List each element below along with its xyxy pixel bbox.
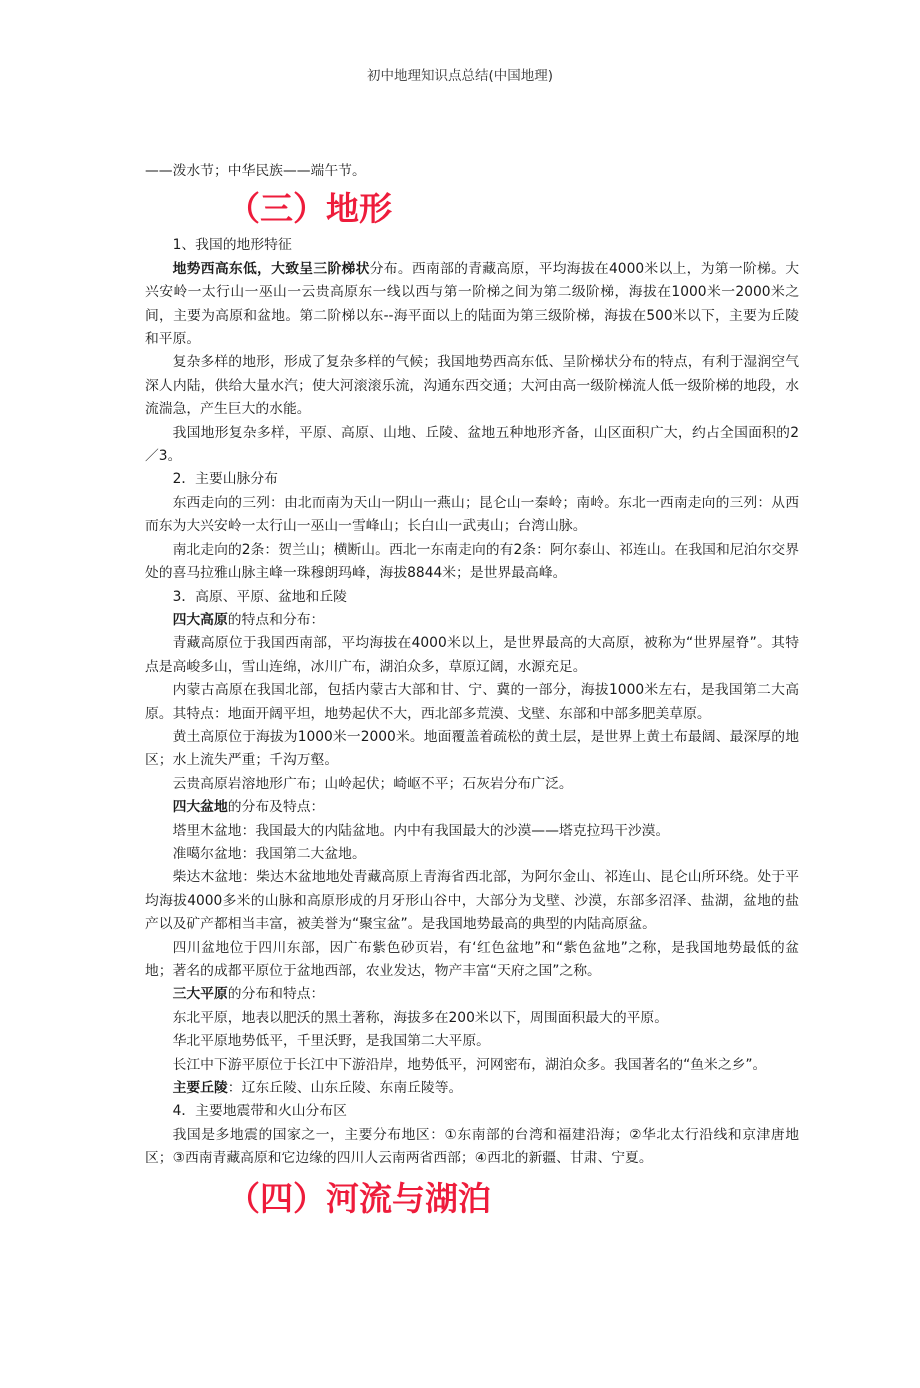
bold-phrase: 三大平原: [172, 986, 228, 1003]
paragraph: 我国是多地震的国家之一，主要分布地区：①东南部的台湾和福建沿海；②华北太行沿线和京津唐地区；③西南青藏高原和它边缘的四川人云南两省西部；④西北的新疆、甘肃、宁夏。: [145, 1126, 799, 1167]
section-heading: （四）河流与湖泊: [227, 1178, 491, 1218]
paragraph: 东北平原，地表以肥沃的黑土著称，海拔多在200米以下，周围面积最大的平原。: [172, 1009, 669, 1026]
paragraph: [145, 258, 799, 352]
paragraph: ——泼水节；中华民族——端午节。: [145, 163, 366, 179]
paragraph: 黄土高原位于海拔为1000米一2000米。地面覆盖着疏松的黄土层，是世界上黄土布最阔、最深厚的地区；水上流失严重；千沟万壑。: [145, 728, 799, 769]
paragraph: 青藏高原位于我国西南部，平均海拔在4000米以上，是世界最高的大高原，被称为“世界屋脊”。其特点是高峻多山，雪山连绵，冰川广布，湖泊众多，草原辽阔，水源充足。: [145, 635, 799, 675]
paragraph: [145, 796, 799, 819]
paragraph-text: ：辽东丘陵、山东丘陵、东南丘陵等。: [227, 1080, 463, 1097]
paragraph: [145, 983, 799, 1006]
subheading: 3．高原、平原、盆地和丘陵: [172, 588, 347, 605]
document-body: [145, 160, 799, 1218]
paragraph-text: 的特点和分布：: [227, 611, 325, 628]
paragraph: [145, 1077, 799, 1100]
paragraph-text: 的分布及特点：: [227, 799, 325, 816]
bold-phrase: 四大高原: [172, 611, 228, 628]
subheading: 4．主要地震带和火山分布区: [172, 1103, 347, 1120]
subheading: 2．主要山脉分布: [172, 471, 278, 488]
paragraph: 内蒙古高原在我国北部，包括内蒙古大部和甘、宁、冀的一部分，海拔1000米左右，是我国第二大高原。其特点：地面开阔平坦，地势起伏不大，西北部多荒漠、戈壁、东部和中部多肥美草原。: [145, 682, 799, 722]
paragraph: 塔里木盆地：我国最大的内陆盆地。内中有我国最大的沙漠——塔克拉玛干沙漠。: [172, 822, 670, 839]
paragraph: 四川盆地位于四川东部，因广布紫色砂页岩，有‘红色盆地”和“紫色盆地”之称，是我国地势最低的盆地；著名的成都平原位于盆地西部，农业发达，物产丰富“天府之国”之称。: [145, 939, 799, 979]
paragraph: 柴达木盆地：柴达木盆地地处青藏高原上青海省西北部，为阿尔金山、祁连山、昆仑山所环绕。处于平均海拔4000多米的山脉和高原形成的月牙形山谷中，大部分为戈壁、沙漠，东部多沼泽、盐湖，盆地的盐产以及矿产都相当丰富，被美誉为“聚宝盆”。是我国地势最高的典型的内陆高原盆。: [145, 869, 799, 933]
paragraph: 东西走向的三列：由北而南为天山一阴山一燕山；昆仑山一秦岭；南岭。东北一西南走向的三列：从西而东为大兴安岭一太行山一巫山一雪峰山；长白山一武夷山；台湾山脉。: [145, 494, 799, 535]
bold-phrase: 地势西高东低，大致呈三阶梯状: [172, 260, 370, 277]
bold-phrase: 四大盆地: [172, 799, 228, 816]
paragraph: 云贵高原岩溶地形广布；山岭起伏；崎岖不平；石灰岩分布广泛。: [172, 775, 573, 792]
paragraph: 我国地形复杂多样，平原、高原、山地、丘陵、盆地五种地形齐备，山区面积广大，约占全国面积的2／3。: [145, 424, 799, 465]
running-header: 初中地理知识点总结(中国地理): [366, 68, 554, 84]
section-heading: （三）地形: [227, 189, 392, 229]
paragraph: 华北平原地势低平，千里沃野，是我国第二大平原。: [172, 1033, 490, 1050]
paragraph: 南北走向的2条：贺兰山；横断山。西北一东南走向的有2条：阿尔泰山、祁连山。在我国和尼泊尔交界处的喜马拉雅山脉主峰一珠穆朗玛峰，海拔8844米；是世界最高峰。: [145, 541, 799, 582]
paragraph: 长江中下游平原位于长江中下游沿岸，地势低平，河网密布，湖泊众多。我国著名的“鱼米之乡”。: [172, 1056, 767, 1073]
paragraph: 复杂多样的地形，形成了复杂多样的气候；我国地势西高东低、呈阶梯状分布的特点，有利于湿润空气深人内陆，供给大量水汽；使大河滚滚乐流，沟通东西交通；大河由高一级阶梯流人低一级阶梯的地段，水流湍急，产生巨大的水能。: [145, 354, 799, 418]
paragraph-text: 分布。西南部的青藏高原，平均海拔在4000米以上，为第一阶梯。大兴安岭一太行山一巫山一云贵高原东一线以西与第一阶梯之间为第二级阶梯，海拔在1000米一2000米之间，主要为高原和盆地。第二阶梯以东--海平面以上的陆面为第三级阶梯，海拔在500米以下，主要为丘陵和平原。: [145, 260, 799, 348]
paragraph-text: 的分布和特点：: [227, 986, 325, 1003]
paragraph: [145, 609, 799, 632]
paragraph: 准噶尔盆地：我国第二大盆地。: [172, 845, 366, 862]
bold-phrase: 主要丘陵: [172, 1080, 228, 1097]
subheading: 1、我国的地形特征: [172, 237, 292, 254]
